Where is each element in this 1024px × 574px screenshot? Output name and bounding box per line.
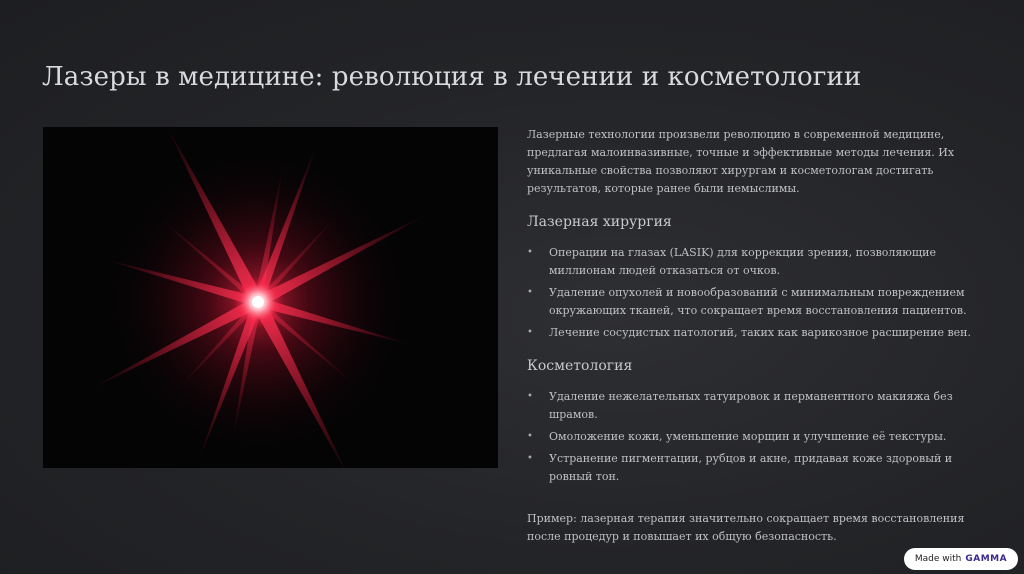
laser-starburst-image (43, 127, 498, 468)
made-with-gamma-badge[interactable] (904, 548, 1018, 570)
list-item (527, 428, 987, 446)
surgery-list (527, 244, 987, 342)
section-heading-surgery: Лазерная хирургия (527, 214, 672, 230)
slide-title: Лазеры в медицине: революция в лечении и косметологии (42, 62, 862, 92)
bullet-icon: • (527, 327, 533, 338)
bullet-icon: • (527, 453, 533, 464)
intro-paragraph: Лазерные технологии произвели революцию в современной медицине, предлагая малоинвазивные, точные и эффективные методы лечения. Их уникальные свойства позволяют хирургам и косметологам достигать результатов, которые ранее были немыслимы. (527, 128, 955, 195)
list-item (527, 324, 987, 342)
list-item (527, 388, 987, 424)
bullet-icon: • (527, 247, 533, 258)
bullet-icon: • (527, 391, 533, 402)
list-item-text: Лечение сосудистых патологий, таких как варикозное расширение вен. (549, 326, 971, 339)
bullet-icon: • (527, 431, 533, 442)
list-item (527, 450, 987, 486)
section-surgery (527, 212, 987, 342)
list-item-text: Удаление опухолей и новообразований с минимальным повреждением окружающих тканей, что сокращает время восстановления пациентов. (549, 286, 967, 317)
list-item-text: Омоложение кожи, уменьшение морщин и улучшение её текстуры. (549, 430, 947, 443)
section-cosmetology (527, 356, 987, 486)
badge-prefix: Made with (914, 554, 962, 564)
example-note: Пример: лазерная терапия значительно сокращает время восстановления после процедур и повышает их общую безопасность. (527, 512, 965, 543)
list-item (527, 284, 987, 320)
bullet-icon: • (527, 287, 533, 298)
content-column (527, 126, 987, 546)
list-item (527, 244, 987, 280)
list-item-text: Устранение пигментации, рубцов и акне, придавая коже здоровый и ровный тон. (549, 452, 953, 483)
laser-starburst-graphic (43, 127, 498, 468)
list-item-text: Операции на глазах (LASIK) для коррекции зрения, позволяющие миллионам людей отказаться от очков. (549, 246, 936, 277)
section-heading-cosmetology: Косметология (527, 358, 633, 374)
gamma-logo-icon: GAMMA (965, 554, 1008, 564)
list-item-text: Удаление нежелательных татуировок и перманентного макияжа без шрамов. (549, 390, 953, 421)
cosmetology-list (527, 388, 987, 486)
